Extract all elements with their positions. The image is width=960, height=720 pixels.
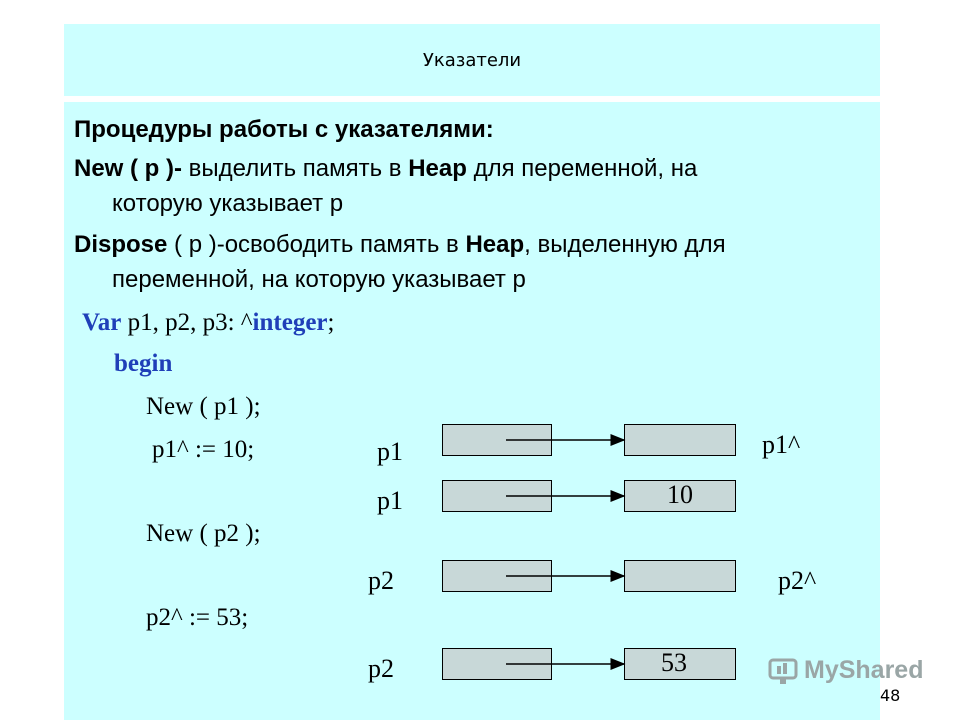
var-rest-1: p1, p2, p3: ^ (121, 309, 253, 336)
new-description-line2: которую указывает p (112, 190, 344, 217)
row1-target-label: p1^ (762, 430, 801, 459)
watermark-text: MyShared (804, 656, 924, 684)
row2-pointer-label: p1 (377, 486, 403, 515)
row4-pointer-label: p2 (368, 654, 394, 683)
code-new-p1: New ( p1 ); (146, 393, 261, 420)
integer-keyword: integer (252, 309, 328, 336)
var-rest-2: ; (327, 309, 335, 336)
heap-term-1: Heap (408, 155, 467, 182)
row3-pointer-label: p2 (368, 566, 394, 595)
row4-value: 53 (661, 648, 687, 677)
presentation-board-icon (768, 656, 798, 686)
code-new-p2: New ( p2 ); (146, 520, 261, 547)
var-keyword: Var (82, 309, 122, 336)
new-desc-part2: для переменной, на (466, 155, 698, 182)
new-keyword: New ( p )- (74, 155, 182, 182)
row3-target-label: p2^ (778, 566, 817, 595)
row1-pointer-label: p1 (377, 437, 403, 466)
dispose-keyword: Dispose (74, 231, 168, 258)
heap-term-2: Heap (465, 231, 525, 258)
page-number: 48 (880, 686, 901, 705)
dispose-desc-part2: , выделенную для (524, 231, 726, 258)
code-assign-p1: p1^ := 10; (152, 436, 255, 463)
heading: Процедуры работы с указателями: (74, 116, 494, 143)
row2-value: 10 (667, 480, 693, 509)
dispose-desc-part1: ( p )-освободить память в (167, 231, 466, 258)
begin-keyword: begin (114, 350, 173, 377)
slide-title: Указатели (422, 50, 522, 71)
code-assign-p2: p2^ := 53; (146, 604, 249, 631)
dispose-description-line2: переменной, на которую указывает p (112, 266, 526, 293)
new-desc-part1: выделить память в (182, 155, 409, 182)
